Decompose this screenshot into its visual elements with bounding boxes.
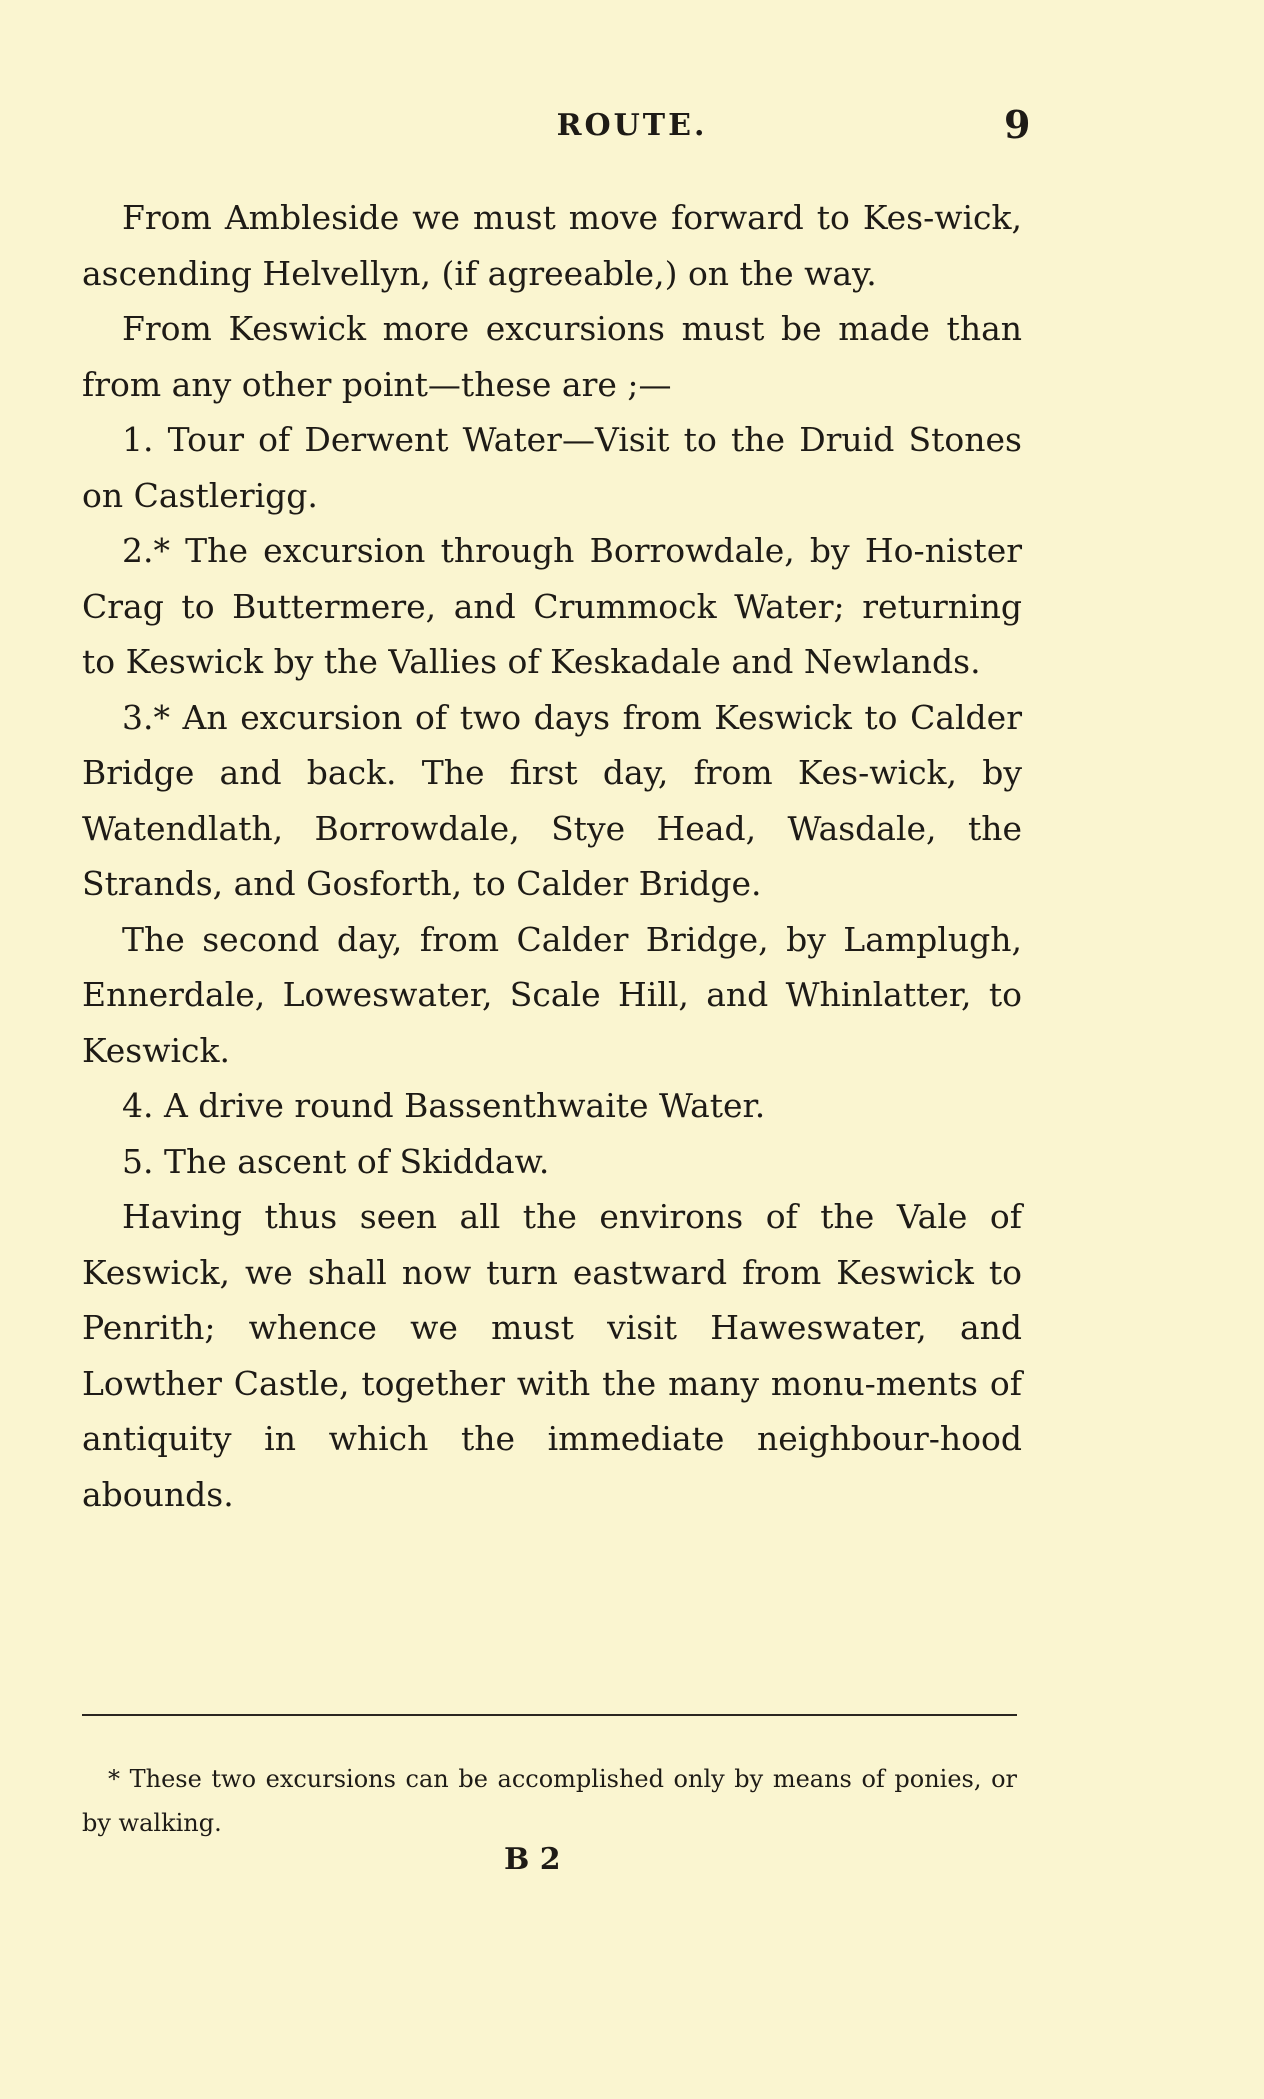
footnote-text: * These two excursions can be accomplished only by means of ponies, or by walking. — [82, 1765, 1017, 1837]
footnote-divider — [82, 1714, 1017, 1716]
paragraph: 2.* The excursion through Borrowdale, by Ho-nister Crag to Buttermere, and Crummock Water; returning to Keswick by the Vallies of Keskadale and Newlands. — [82, 531, 1022, 681]
paragraph: 3.* An excursion of two days from Keswick to Calder Bridge and back. The first day, from Kes-wick, by Watendlath, Borrowdale, Stye Head, Wasdale, the Strands, and Gosforth, to Calder Bridge. — [82, 697, 1022, 903]
paragraph: From Keswick more excursions must be made than from any other point—these are ;— — [82, 309, 1022, 404]
paragraph: 5. The ascent of Skiddaw. — [122, 1141, 550, 1181]
paragraph: 1. Tour of Derwent Water—Visit to the Druid Stones on Castlerigg. — [82, 420, 1022, 515]
running-head: ROUTE. — [556, 108, 708, 143]
signature-mark: B 2 — [504, 1842, 561, 1877]
page-number: 9 — [1004, 102, 1031, 147]
footnote — [82, 1757, 1017, 1845]
paragraph: From Ambleside we must move forward to Kes-wick, ascending Helvellyn, (if agreeable,) on the way. — [82, 198, 1022, 293]
paragraph: The second day, from Calder Bridge, by Lamplugh, Ennerdale, Loweswater, Scale Hill, and Whinlatter, to Keswick. — [82, 919, 1022, 1070]
paragraph: 4. A drive round Bassenthwaite Water. — [122, 1086, 766, 1125]
paragraph: Having thus seen all the environs of the Vale of Keswick, we shall now turn eastward from Keswick to Penrith; whence we must visit Haweswater, and Lowther Castle, together with the many monu-ments of antiquity in which the immediate neighbour-hood abounds. — [82, 1197, 1022, 1514]
main-text — [82, 190, 1022, 1522]
